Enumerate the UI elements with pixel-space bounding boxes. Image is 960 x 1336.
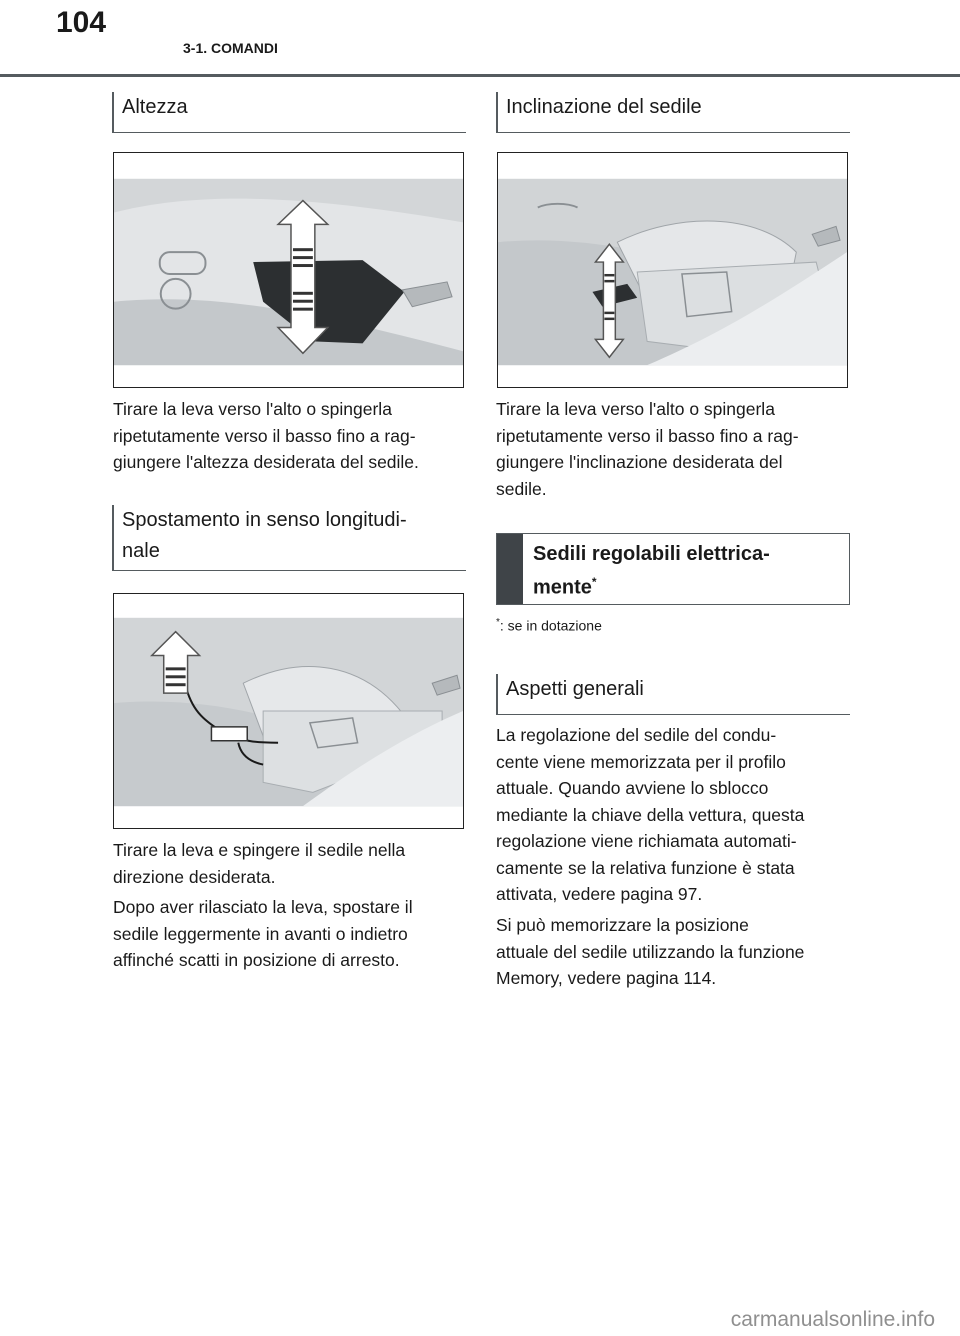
heading-altezza (112, 92, 466, 133)
text-line: Tirare la leva verso l'alto o spingerla (496, 399, 775, 419)
text-line: La regolazione del sedile del condu- (496, 725, 777, 745)
footnote (496, 617, 602, 634)
page-number: 104 (56, 6, 107, 39)
text-aspetti-1 (496, 722, 804, 908)
text-line: affinché scatti in posizione di arresto. (113, 950, 400, 970)
footnote-marker: * (591, 575, 597, 589)
text-spostamento-1 (113, 837, 405, 890)
footnote-marker: * (496, 617, 500, 628)
heading-line: mente* (533, 575, 597, 599)
heading-inclinazione (496, 92, 850, 133)
text-line: attuale. Quando avviene lo sblocco (496, 778, 769, 798)
heading-inclinazione-text: Inclinazione del sedile (506, 96, 702, 118)
heading-spostamento (112, 505, 466, 571)
text-line: Tirare la leva verso l'alto o spingerla (113, 399, 392, 419)
figure-seat-tilt-lever (497, 152, 848, 388)
text-line: cente viene memorizzata per il profilo (496, 751, 786, 772)
heading-sedili-elettrici-title (533, 540, 843, 602)
footnote-text: : se in dotazione (499, 617, 602, 634)
text-line: sedile leggermente in avanti o indietro (113, 923, 408, 944)
chapter-title: 3-1. COMANDI (183, 40, 278, 56)
text-line: camente se la relativa funzione è stata (496, 857, 795, 878)
text-line: attuale del sedile utilizzando la funzione (496, 941, 805, 962)
heading-sedili-elettrici (496, 533, 850, 605)
heading-line: Sedili regolabili elettrica- (533, 543, 770, 565)
heading-altezza-text: Altezza (122, 96, 188, 118)
text-line: mediante la chiave della vettura, questa (496, 804, 805, 825)
heading-aspetti-text: Aspetti generali (506, 678, 644, 700)
text-line: direzione desiderata. (113, 866, 276, 887)
text-line: giungere l'altezza desiderata del sedile. (113, 452, 419, 472)
watermark: carmanualsonline.info (730, 1308, 935, 1331)
text-line: Memory, vedere pagina 114. (496, 968, 717, 988)
text-spostamento-2 (113, 894, 413, 974)
heading-line: Spostamento in senso longitudi- (122, 509, 407, 531)
text-altezza (113, 396, 419, 476)
text-line: ripetutamente verso il basso fino a rag- (496, 425, 799, 446)
heading-line: nale (122, 540, 160, 562)
text-line: sedile. (496, 478, 547, 499)
text-line: Dopo aver rilasciato la leva, spostare il (113, 897, 413, 917)
text-line: giungere l'inclinazione desiderata del (496, 452, 783, 472)
text-line: ripetutamente verso il basso fino a rag- (113, 425, 416, 446)
text-inclinazione (496, 396, 799, 502)
text-line: regolazione viene richiamata automati- (496, 831, 797, 851)
header-rule (0, 74, 960, 77)
figure-seat-longitudinal-lever (113, 593, 464, 829)
heading-bar (497, 534, 523, 604)
heading-aspetti-generali (496, 674, 850, 715)
text-line: attivata, vedere pagina 97. (496, 884, 703, 904)
text-line: Si può memorizzare la posizione (496, 915, 749, 935)
text-aspetti-2 (496, 912, 804, 992)
text-line: Tirare la leva e spingere il sedile nella (113, 840, 406, 860)
figure-seat-height-lever (113, 152, 464, 388)
